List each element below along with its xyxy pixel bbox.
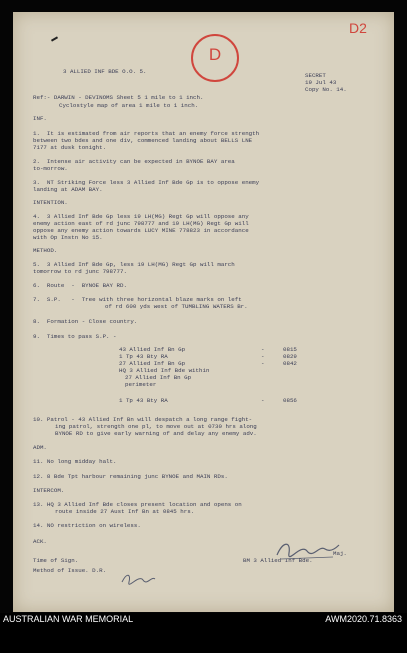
document-line: landing at ADAM BAY. (33, 186, 103, 193)
classification: SECRET (305, 72, 326, 79)
document-line: route inside 27 Aust Inf Bn at 0845 hrs. (55, 508, 195, 515)
timing-entry: 0842 (283, 360, 297, 367)
document-line: INTENTION. (33, 199, 68, 206)
document-line: 1 Tp 43 Bty RA (119, 353, 168, 360)
document-line: enemy action east of rd junc 798777 and 19 LH(MG) Regt Gp will (33, 220, 249, 227)
timing-entry: 0829 (283, 353, 297, 360)
document-line: 27 Allied Inf Bn Gp (125, 374, 192, 381)
document-line: 5. 3 Allied Inf Bde Gp, less 19 LH(MG) Regt Gp will march (33, 261, 235, 268)
document-line: Ref:- DARWIN - DEVINOMS Sheet 5 1 mile to 1 inch. (33, 94, 204, 101)
copy-number: Copy No. 14. (305, 86, 347, 93)
document-line: ACK. (33, 538, 47, 545)
document-line: 13. HQ 3 Allied Inf Bde closes present location and opens on (33, 501, 242, 508)
document-sheet (13, 12, 394, 612)
document-line: BM 3 Allied Inf Bde. (243, 557, 313, 564)
document-line: 1. It is estimated from air reports that an enemy force strength (33, 130, 260, 137)
timing-entry: - (261, 360, 265, 367)
accession-number: AWM2020.71.8363 (325, 614, 402, 624)
initials-signature (119, 570, 159, 588)
document-line: with Op Instn No 15. (33, 234, 103, 241)
document-line: perimeter (125, 381, 157, 388)
document-line: INF. (33, 115, 47, 122)
document-line: METHOD. (33, 247, 58, 254)
timing-entry: - (261, 353, 265, 360)
document-line: 43 Allied Inf Bn Gp (119, 346, 186, 353)
document-line: Method of Issue. D.R. (33, 567, 107, 574)
document-line: Maj. (333, 550, 347, 557)
document-line: 6. Route - BYNOE BAY RD. (33, 282, 127, 289)
document-line: Cyclostyle map of area 1 mile to 1 inch. (59, 102, 199, 109)
document-line: 3. NT Striking Force less 3 Allied Inf Bde Gp is to oppose enemy (33, 179, 260, 186)
timing-entry: 0856 (283, 397, 297, 404)
document-line: ing patrol, strength one pl, to move out at 0730 hrs along (55, 423, 257, 430)
timing-entry: 0815 (283, 346, 297, 353)
document-line: 4. 3 Allied Inf Bde Gp less 19 LH(MG) Regt Gp will oppose any (33, 213, 249, 220)
handwritten-reference: D2 (349, 20, 367, 36)
circled-stamp (191, 34, 239, 82)
document-line: 9. Times to pass S.P. - (33, 333, 117, 340)
document-line: to-morrow. (33, 165, 68, 172)
document-line: 27 Allied Inf Bn Gp (119, 360, 186, 367)
order-title: 3 ALLIED INF BDE O.O. 5. (63, 68, 147, 75)
document-line: 7177 at dusk tonight. (33, 144, 107, 151)
signature-bm (273, 537, 343, 563)
document-line: oppose any enemy action towards LUCY MINE 778823 in accordance (33, 227, 249, 234)
document-line: 11. No long midday halt. (33, 458, 117, 465)
timing-entry: - (261, 346, 265, 353)
document-line: Time of Sign. (33, 557, 79, 564)
document-line: tomorrow to rd junc 798777. (33, 268, 127, 275)
document-line: INTERCOM. (33, 487, 65, 494)
order-date: 19 Jul 43 (305, 79, 337, 86)
archive-footer (0, 613, 407, 653)
document-line: HQ 3 Allied Inf Bde within (119, 367, 210, 374)
document-line: ADM. (33, 444, 47, 451)
archive-source: AUSTRALIAN WAR MEMORIAL (3, 614, 134, 624)
document-line: 10. Patrol - 43 Allied Inf Bn will despatch a long range fight- (33, 416, 253, 423)
document-line: 12. 8 Bde Tpt harbour remaining junc BYNOE and MAIN RDs. (33, 473, 228, 480)
stamp-letter: D (208, 45, 222, 64)
document-line: between two bdes and one div, commenced landing about BELLS LNE (33, 137, 253, 144)
document-line: BYNOE RD to give early warning of and delay any enemy adv. (55, 430, 257, 437)
document-line: 14. NO restriction on wireless. (33, 522, 141, 529)
pen-mark (51, 36, 58, 41)
document-line: 8. Formation - Close country. (33, 318, 138, 325)
document-line: 2. Intense air activity can be expected in BYNOE BAY area (33, 158, 235, 165)
document-line: 7. S.P. - Tree with three horizontal blaze marks on left (33, 296, 242, 303)
document-line: of rd 600 yds west of TUMBLING WATERS Br. (105, 303, 248, 310)
timing-entry: - (261, 397, 265, 404)
document-line: 1 Tp 43 Bty RA (119, 397, 168, 404)
